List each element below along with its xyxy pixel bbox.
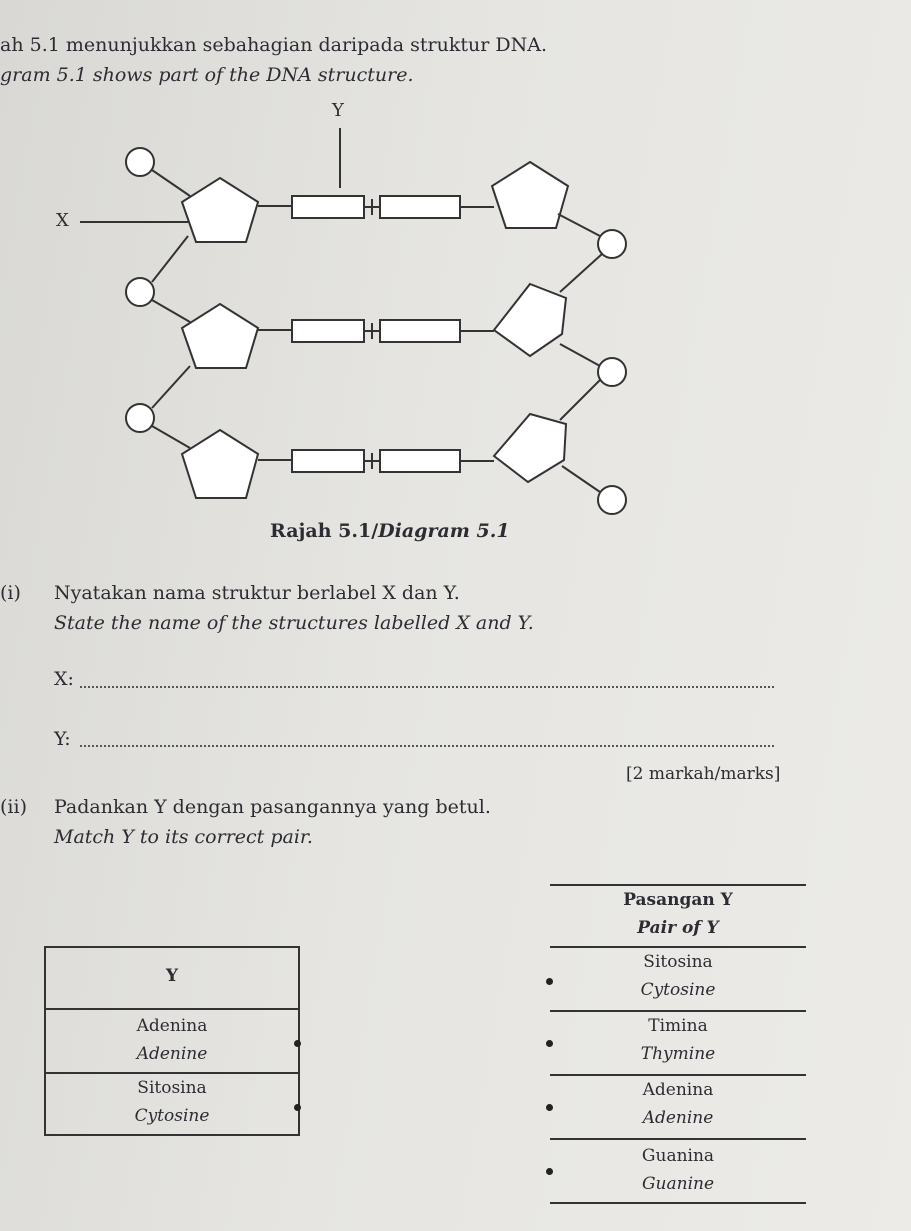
- diagram-label-x: X: [56, 210, 69, 231]
- diagram-label-y: Y: [332, 100, 344, 121]
- sugar-left-3: [182, 430, 258, 498]
- left-table-header: Y: [165, 966, 179, 986]
- right-row-4-malay: Guanina: [641, 1146, 715, 1166]
- sugar-right-1: [492, 162, 568, 228]
- phosphate-left-1: [126, 148, 154, 176]
- answer-y-field[interactable]: [80, 745, 774, 747]
- caption-malay: Rajah 5.1/: [270, 520, 379, 542]
- question-i-malay: Nyatakan nama struktur berlabel X dan Y.: [54, 582, 460, 604]
- base-left-1: [292, 196, 364, 218]
- right-row-1-english: Cytosine: [640, 980, 716, 1000]
- left-match-dot-1[interactable]: [294, 1040, 301, 1047]
- right-match-dot-4[interactable]: [546, 1168, 553, 1175]
- answer-x-label: X:: [54, 668, 74, 690]
- question-ii-number: (ii): [0, 796, 27, 818]
- right-row-2-malay: Timina: [648, 1016, 708, 1036]
- base-right-2: [380, 320, 460, 342]
- sugar-right-2: [494, 284, 566, 356]
- base-left-2: [292, 320, 364, 342]
- phosphate-right-1: [598, 230, 626, 258]
- base-right-1: [380, 196, 460, 218]
- answer-x-field[interactable]: [80, 686, 774, 688]
- left-table: [44, 946, 300, 1136]
- right-match-dot-3[interactable]: [546, 1104, 553, 1111]
- left-row-1-malay: Adenina: [136, 1016, 208, 1036]
- left-row-1-english: Adenine: [136, 1044, 208, 1064]
- left-row-2-english: Cytosine: [134, 1106, 210, 1126]
- left-match-dot-2[interactable]: [294, 1104, 301, 1111]
- phosphate-left-3: [126, 404, 154, 432]
- phosphate-right-3: [598, 486, 626, 514]
- right-row-1-malay: Sitosina: [643, 952, 713, 972]
- question-ii-malay: Padankan Y dengan pasangannya yang betul.: [54, 796, 491, 818]
- sugar-left-1: [182, 178, 258, 242]
- phosphate-left-2: [126, 278, 154, 306]
- base-left-3: [292, 450, 364, 472]
- right-table: [550, 884, 806, 1204]
- question-i-english: State the name of the structures labelled X and Y.: [54, 612, 534, 634]
- base-right-3: [380, 450, 460, 472]
- right-row-3-english: Adenine: [642, 1108, 714, 1128]
- intro-english: gram 5.1 shows part of the DNA structure.: [0, 64, 414, 86]
- caption-english: Diagram 5.1: [378, 520, 510, 542]
- right-row-3-malay: Adenina: [642, 1080, 714, 1100]
- right-row-2-english: Thymine: [640, 1044, 716, 1064]
- question-ii-english: Match Y to its correct pair.: [54, 826, 313, 848]
- sugar-left-2: [182, 304, 258, 368]
- diagram-caption: [270, 520, 510, 542]
- right-table-header-english: Pair of Y: [637, 918, 719, 938]
- question-i-number: (i): [0, 582, 21, 604]
- right-match-dot-1[interactable]: [546, 978, 553, 985]
- right-match-dot-2[interactable]: [546, 1040, 553, 1047]
- answer-y-label: Y:: [54, 728, 71, 750]
- phosphate-right-2: [598, 358, 626, 386]
- right-row-4-english: Guanine: [641, 1174, 715, 1194]
- marks-label: [2 markah/marks]: [626, 764, 781, 784]
- intro-malay: ah 5.1 menunjukkan sebahagian daripada struktur DNA.: [0, 34, 547, 56]
- left-row-2-malay: Sitosina: [137, 1078, 207, 1098]
- dna-diagram: [0, 0, 911, 560]
- sugar-right-3: [494, 414, 566, 482]
- right-table-header-malay: Pasangan Y: [623, 890, 733, 910]
